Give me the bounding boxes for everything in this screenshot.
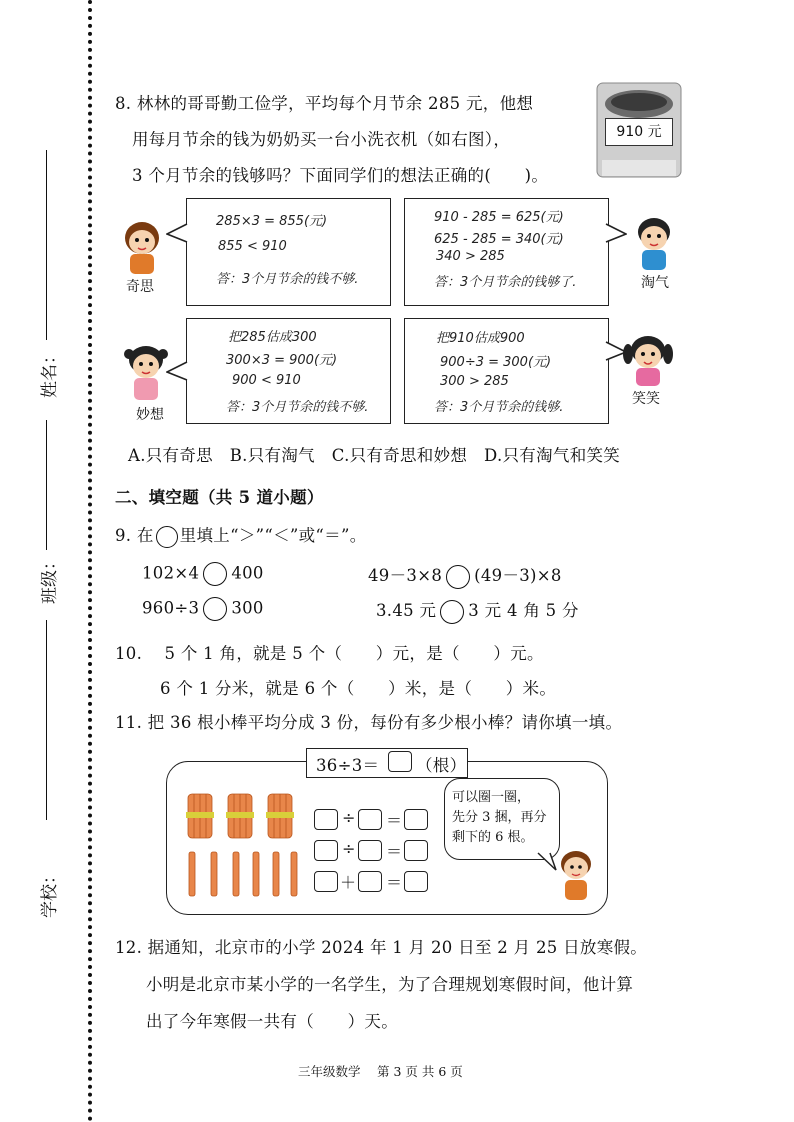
class-label: 班级： xyxy=(40,553,60,604)
q9-suffix: 里填上“＞”“＜”或“＝”。 xyxy=(179,526,367,545)
xiaoxiao-line4: 答：3个月节余的钱够. xyxy=(434,400,564,415)
q12-line3: 出了今年寒假一共有（ ）天。 xyxy=(146,1012,398,1031)
q9-instruction xyxy=(115,522,367,548)
q8-options: A.只有奇思 B.只有淘气 C.只有奇思和妙想 D.只有淘气和笑笑 xyxy=(128,446,621,465)
page-footer: 三年级数学 第 3 页 共 6 页 xyxy=(298,1064,463,1079)
q9-item1 xyxy=(142,562,264,586)
q11-eq-1: ＝ xyxy=(386,811,403,830)
q9-answer-circle-1[interactable] xyxy=(203,562,227,586)
q9-a4: 3.45 元 xyxy=(376,601,437,620)
q11-box-2a[interactable] xyxy=(314,840,338,861)
miaoxiang-bubble-tail xyxy=(166,360,188,382)
q11-box-2b[interactable] xyxy=(358,840,382,861)
class-blank xyxy=(46,420,47,550)
q11-kid-avatar xyxy=(556,848,596,902)
q11-hint-line1: 可以圈一圈， xyxy=(452,790,531,805)
miaoxiang-line2: 300×3 = 900(元) xyxy=(226,353,338,368)
q11-hint-text xyxy=(452,788,547,848)
q9-answer-circle-2[interactable] xyxy=(446,565,470,589)
q10-line1: 10. 5 个 1 角，就是 5 个（ ）元，是（ ）元。 xyxy=(115,644,544,663)
q12-line1: 12. 据通知，北京市的小学 2024 年 1 月 20 日至 2 月 25 日放寒假。 xyxy=(115,938,648,957)
q11-box-3b[interactable] xyxy=(358,871,382,892)
q9-answer-circle-4[interactable] xyxy=(440,600,464,624)
taoqi-line2: 625 - 285 = 340(元) xyxy=(434,232,564,247)
miaoxiang-avatar xyxy=(120,342,172,402)
q12-line2: 小明是北京市某小学的一名学生，为了合理规划寒假时间，他计算 xyxy=(146,975,634,994)
name-blank xyxy=(46,150,47,340)
q8-line2: 用每月节余的钱为奶奶买一台小洗衣机（如右图）， xyxy=(132,130,511,149)
q11-answer-box[interactable] xyxy=(388,751,412,772)
q9-b4: 3 元 4 角 5 分 xyxy=(468,601,579,620)
q11-box-2c[interactable] xyxy=(404,840,428,861)
q11-hint-line2: 先分 3 捆，再分 xyxy=(452,810,547,825)
q9-b1: 400 xyxy=(231,563,264,583)
q9-b2: (49－3)×8 xyxy=(474,566,562,585)
q8-line3: 3 个月节余的钱够吗？下面同学们的想法正确的( )。 xyxy=(132,166,549,185)
q11-hint-line3: 剩下的 6 根。 xyxy=(452,830,534,845)
q11-box-1b[interactable] xyxy=(358,809,382,830)
q9-b3: 300 xyxy=(231,598,264,618)
binding-dotted-line xyxy=(88,0,92,1122)
q11-box-3a[interactable] xyxy=(314,871,338,892)
q11-eq-right: （根） xyxy=(416,756,467,775)
taoqi-name: 淘气 xyxy=(641,275,669,291)
section2-title: 二、填空题（共 5 道小题） xyxy=(115,488,324,507)
q9-item4 xyxy=(376,597,579,624)
qisi-line1: 285×3 = 855(元) xyxy=(216,214,328,229)
stick-bundles-image xyxy=(184,790,302,900)
q11-eq-2: ＝ xyxy=(386,842,403,861)
q9-a3: 960÷3 xyxy=(142,598,200,618)
q9-item2 xyxy=(368,562,562,589)
q9-a2: 49－3×8 xyxy=(368,566,443,585)
xiaoxiao-name: 笑笑 xyxy=(632,391,660,407)
taoqi-line3: 340 > 285 xyxy=(436,249,505,264)
q11-div-1: ÷ xyxy=(342,808,356,827)
q11-eq-left: 36÷3＝ xyxy=(316,756,380,775)
q10-line2: 6 个 1 分米，就是 6 个（ ）米，是（ ）米。 xyxy=(160,679,557,698)
q9-a1: 102×4 xyxy=(142,563,200,583)
class-blank-lower xyxy=(46,620,47,820)
qisi-line3: 答：3个月节余的钱不够. xyxy=(216,272,359,287)
taoqi-line4: 答：3个月节余的钱够了. xyxy=(434,275,577,290)
qisi-name: 奇思 xyxy=(126,279,154,295)
q11-plus: ＋ xyxy=(340,873,357,892)
price-tag: 910 元 xyxy=(605,118,673,146)
q11-box-1c[interactable] xyxy=(404,809,428,830)
taoqi-line1: 910 - 285 = 625(元) xyxy=(434,210,564,225)
qisi-line2: 855 < 910 xyxy=(218,239,287,254)
miaoxiang-line4: 答：3个月节余的钱不够. xyxy=(226,400,369,415)
q11-box-1a[interactable] xyxy=(314,809,338,830)
q11-div-2: ÷ xyxy=(342,839,356,858)
q11-line: 11. 把 36 根小棒平均分成 3 份，每份有多少根小棒？请你填一填。 xyxy=(115,713,623,732)
xiaoxiao-line3: 300 > 285 xyxy=(440,374,509,389)
school-label: 学校： xyxy=(40,867,60,918)
miaoxiang-line1: 把285估成300 xyxy=(228,330,317,345)
q9-prefix: 9. 在 xyxy=(115,526,154,545)
miaoxiang-name: 妙想 xyxy=(136,407,164,423)
taoqi-bubble-tail xyxy=(605,222,627,244)
q9-answer-circle-3[interactable] xyxy=(203,597,227,621)
q9-item3 xyxy=(142,597,264,621)
q11-eq-3: ＝ xyxy=(386,873,403,892)
xiaoxiao-line1: 把910估成900 xyxy=(436,331,525,346)
taoqi-avatar xyxy=(630,214,678,272)
qisi-avatar xyxy=(118,218,166,276)
q9-circle-icon xyxy=(156,526,178,548)
xiaoxiao-line2: 900÷3 = 300(元) xyxy=(440,355,552,370)
miaoxiang-line3: 900 < 910 xyxy=(232,373,301,388)
xiaoxiao-avatar xyxy=(622,332,674,388)
qisi-bubble-tail xyxy=(166,222,188,244)
q8-line1: 8. 林林的哥哥勤工俭学，平均每个月节余 285 元，他想 xyxy=(115,94,534,113)
name-label: 姓名： xyxy=(40,347,60,398)
q11-box-3c[interactable] xyxy=(404,871,428,892)
